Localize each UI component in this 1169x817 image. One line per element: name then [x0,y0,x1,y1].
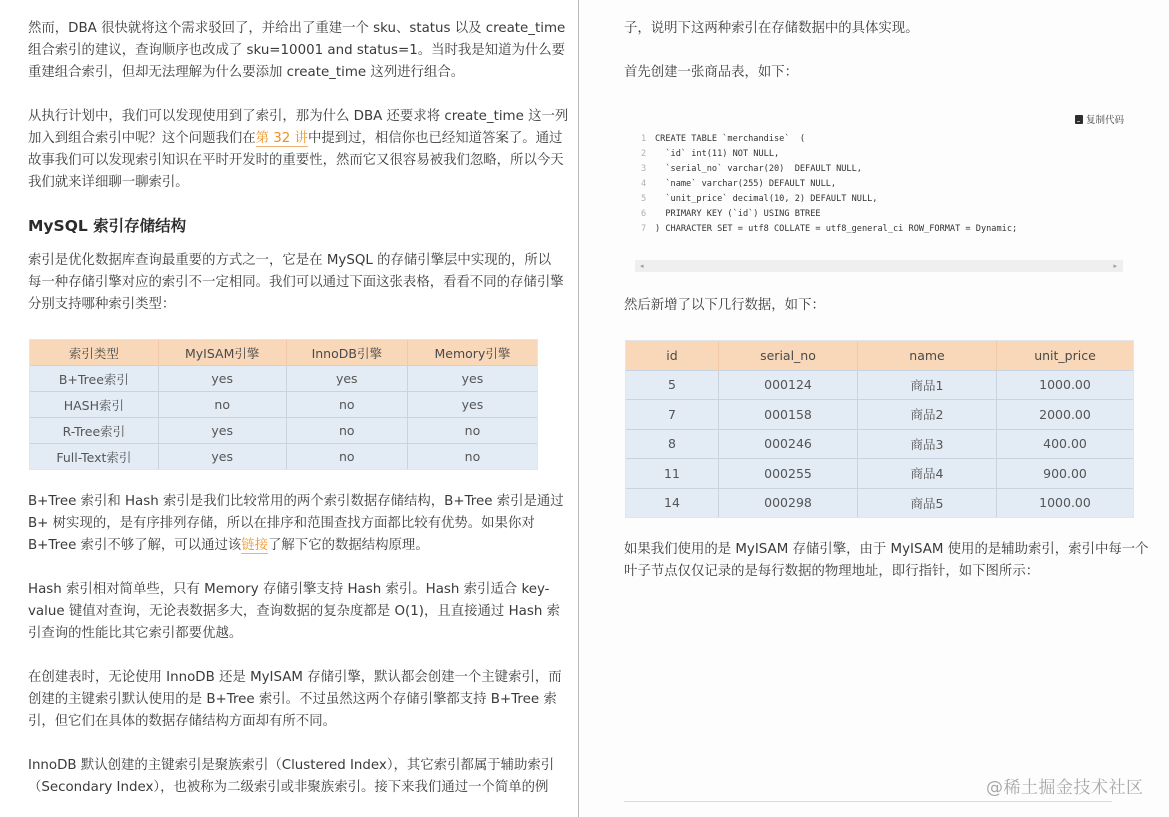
code-line [636,207,1124,222]
line-number: 7 [641,224,647,234]
table-cell: 商品4 [858,459,997,489]
table-row [626,400,1133,430]
table-cell: 1000.00 [997,370,1134,400]
copy-code-label: 复制代码 [1086,115,1125,126]
column-header: id [626,341,719,370]
text-line: 首先创建一张商品表，如下： [624,65,799,80]
paragraph-myisam [624,539,1149,583]
line-number: 5 [641,194,647,204]
table-cell: 商品3 [858,429,997,459]
text-line: 如果我们使用的是 MyISAM 存储引擎，由于 MyISAM 使用的是辅助索引，索引中每一个 [624,542,1149,557]
copy-icon [1075,115,1083,124]
text-line: 索引是优化数据库查询最重要的方式之一，它是在 MySQL 的存储引擎层中实现的，所以 [28,253,552,268]
table-cell: 000158 [719,400,858,430]
section-heading: MySQL 索引存储结构 [28,217,187,235]
text-line [28,535,564,557]
column-header: MyISAM引擎 [158,340,286,366]
bottom-rule [624,801,1112,802]
table-cell: yes [158,366,286,392]
code-line [636,132,1124,147]
table-cell: 商品5 [858,488,997,517]
text-line: 每一种存储引擎对应的索引不一定相同。我们可以通过下面这张表格，看看不同的存储引擎 [28,275,564,290]
text-line: Hash 索引相对简单些，只有 Memory 存储引擎支持 Hash 索引。Hash 索引适合 key- [28,582,550,597]
paragraph-insert-rows [624,295,825,317]
table-cell: yes [158,418,286,444]
text-line: 重建组合索引，但却无法理解为什么要添加 create_time 这列进行组合。 [28,65,465,80]
table-header-row [30,340,537,366]
table-row [30,366,537,392]
table-cell: 5 [626,370,719,400]
table-row [30,392,537,418]
code-text: `serial_no` varchar(20) DEFAULT NULL, [655,164,862,174]
table-cell: 2000.00 [997,400,1134,430]
text-line: 从执行计划中，我们可以发现使用到了索引，那为什么 DBA 还要求将 create_time 这一列 [28,109,569,124]
table-row [30,418,537,444]
watermark: @稀土掘金技术社区 [986,778,1144,798]
left-page [0,0,578,817]
table-cell: 11 [626,459,719,489]
table-cell: 000124 [719,370,858,400]
table-cell: 商品1 [858,370,997,400]
column-header: name [858,341,997,370]
code-line [636,222,1124,237]
table-cell: 商品2 [858,400,997,430]
table-cell: 400.00 [997,429,1134,459]
text-line: 分别支持哪种索引类型： [28,297,176,312]
column-header: unit_price [997,341,1134,370]
text-line: 在创建表时，无论使用 InnoDB 还是 MyISAM 存储引擎，默认都会创建一个主键索引，而 [28,670,562,685]
text-fragment: 中提到过，相信你也已经知道答案了。通过 [307,131,563,146]
merchandise-table [626,341,1133,517]
text-line: 然而，DBA 很快就将这个需求驳回了，并给出了重建一个 sku、status 以及 create_time [28,21,566,36]
code-block [636,132,1124,237]
text-line: B+ 树实现的，是有序排列存储，所以在排序和范围查找方面都比较有优势。如果你对 [28,516,535,531]
table-cell: yes [286,366,407,392]
text-line: （Secondary Index），也被称为二级索引或非聚族索引。接下来我们通过一个简单的例 [28,780,549,795]
table-row [626,370,1133,400]
table-cell: B+Tree索引 [30,366,158,392]
line-number: 4 [641,179,647,189]
table-cell: 000298 [719,488,858,517]
table-cell: yes [158,444,286,470]
table-cell: no [407,418,537,444]
scroll-left-arrow-icon[interactable]: ◂ [640,262,644,270]
paragraph-primary-key [28,667,562,733]
copy-code-button[interactable] [1075,112,1124,126]
page-divider [578,0,579,817]
text-line: B+Tree 索引和 Hash 索引是我们比较常用的两个索引数据存储结构，B+Tree 索引是通过 [28,494,564,509]
table-cell: 900.00 [997,459,1134,489]
paragraph-clustered-index [28,755,554,799]
text-line: 我们就来详细聊一聊索引。 [28,175,189,190]
code-text: `name` varchar(255) DEFAULT NULL, [655,179,837,189]
text-line: 创建的主键索引默认使用的是 B+Tree 索引。不过虽然这两个存储引擎都支持 B+Tree 索 [28,692,557,707]
line-number: 6 [641,209,647,219]
table-cell: yes [407,392,537,418]
text-line: 组合索引的建议，查询顺序也改成了 sku=10001 and status=1。当时我是知道为什么要 [28,43,566,58]
text-line: 然后新增了以下几行数据，如下： [624,298,825,313]
text-line: 引查询的性能比其它索引都要优越。 [28,626,243,641]
table-row [626,459,1133,489]
paragraph-index-intro [28,250,564,316]
text-line: 叶子节点仅仅记录的是每行数据的物理地址，即行指针，如下图所示： [624,564,1040,579]
text-line: 引，但它们在具体的数据存储结构方面却有所不同。 [28,714,336,729]
code-text: PRIMARY KEY (`id`) USING BTREE [655,209,821,219]
lecture-32-link[interactable]: 第 32 讲 [255,131,308,146]
table-row [626,488,1133,517]
text-line: 子，说明下这两种索引在存储数据中的具体实现。 [624,21,919,36]
code-line [636,162,1124,177]
column-header: Memory引擎 [407,340,537,366]
text-fragment: 加入到组合索引中呢？这个问题我们在 [28,131,256,146]
table-header-row [626,341,1133,370]
code-line [636,147,1124,162]
table-cell: 8 [626,429,719,459]
code-text: ) CHARACTER SET = utf8 COLLATE = utf8_general_ci ROW_FORMAT = Dynamic; [655,224,1018,234]
text-fragment: B+Tree 索引不够了解，可以通过该 [28,538,242,553]
paragraph-create-table [624,62,798,84]
paragraph-dba-rejection [28,18,565,84]
table-cell: 14 [626,488,719,517]
paragraph-example-intro [624,18,919,40]
table-cell: no [286,444,407,470]
line-number: 3 [641,164,647,174]
index-type-table [30,340,537,469]
table-cell: 000246 [719,429,858,459]
text-line: 故事我们可以发现索引知识在平时开发时的重要性，然而它又很容易被我们忽略，所以今天 [28,153,564,168]
table-row [626,429,1133,459]
scroll-right-arrow-icon[interactable]: ▸ [1113,262,1117,270]
btree-link[interactable]: 链接 [241,538,269,553]
code-line [636,177,1124,192]
table-cell: R-Tree索引 [30,418,158,444]
text-line [28,128,568,150]
table-cell: yes [407,366,537,392]
text-fragment: 了解下它的数据结构原理。 [268,538,429,553]
code-line [636,192,1124,207]
table-row [30,444,537,470]
table-cell: Full-Text索引 [30,444,158,470]
text-line: value 键值对查询，无论表数据多大，查询数据的复杂度都是 O(1)，且直接通过 Hash 索 [28,604,560,619]
table-cell: HASH索引 [30,392,158,418]
table-cell: no [407,444,537,470]
code-text: `id` int(11) NOT NULL, [655,149,780,159]
text-line: InnoDB 默认创建的主键索引是聚族索引（Clustered Index），其它索引都属于辅助索引 [28,758,555,773]
table-cell: 1000.00 [997,488,1134,517]
table-cell: no [286,418,407,444]
table-cell: 7 [626,400,719,430]
paragraph-execution-plan [28,106,568,194]
column-header: serial_no [719,341,858,370]
column-header: 索引类型 [30,340,158,366]
code-horizontal-scrollbar[interactable] [635,260,1123,272]
code-text: CREATE TABLE `merchandise` ( [655,134,806,144]
line-number: 2 [641,149,647,159]
paragraph-hash-index [28,579,560,645]
table-cell: 000255 [719,459,858,489]
paragraph-btree-hash [28,491,564,557]
table-cell: no [158,392,286,418]
code-text: `unit_price` decimal(10, 2) DEFAULT NULL, [655,194,878,204]
table-cell: no [286,392,407,418]
line-number: 1 [641,134,647,144]
column-header: InnoDB引擎 [286,340,407,366]
